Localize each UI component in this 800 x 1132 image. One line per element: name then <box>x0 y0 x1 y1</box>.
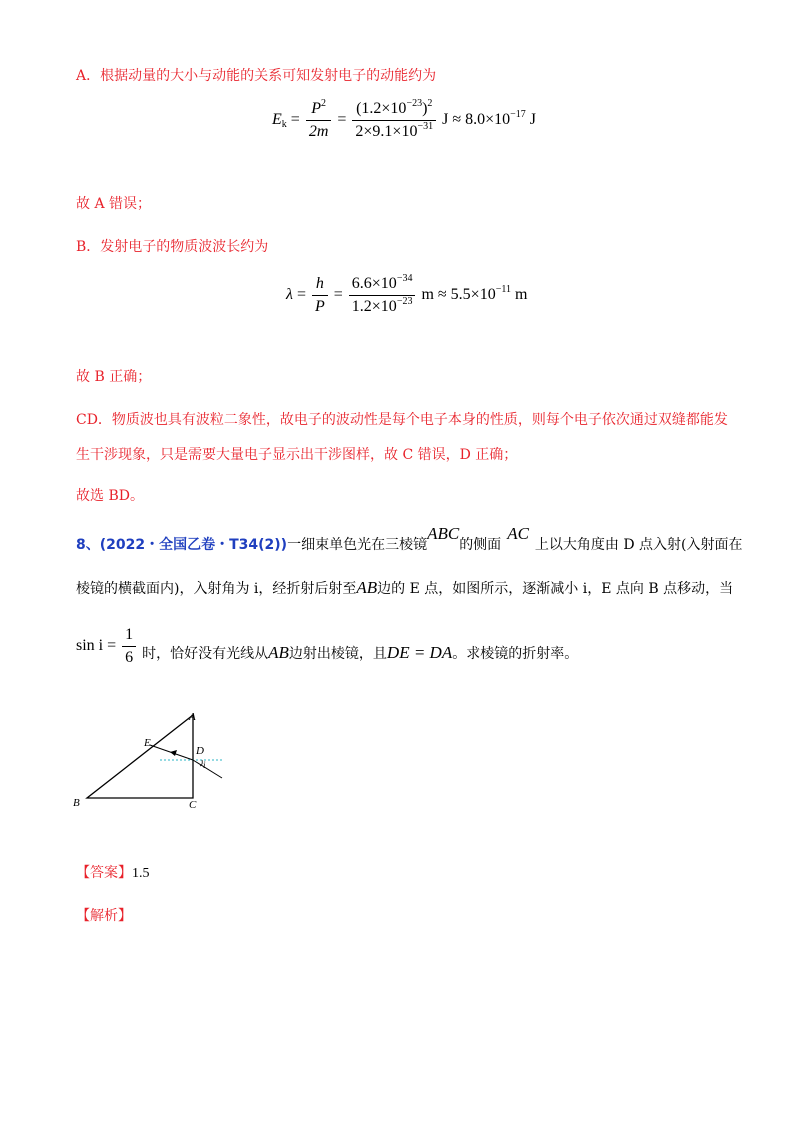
fraction-numeric-energy: $\frac{(1.2\times 10^{-23})^2}{2\times 9.1\times 10^{-31}}$ <box>352 100 436 141</box>
answer-label: 【答案】 <box>76 865 132 881</box>
fraction-p2-over-2m: $\frac{P^2}{2m}$ <box>306 100 332 141</box>
sin-condition: sin i = $\frac{1}{6}$ <box>76 637 142 654</box>
vertex-label-c: C <box>189 799 197 811</box>
answer-value: 1.5 <box>132 866 150 881</box>
option-a-intro: A．根据动量的大小与动能的关系可知发射电子的动能约为 <box>76 68 437 84</box>
formula-wavelength: λ = $\frac{h}{P}$ = $\frac{6.6\times 10^{-34}}{1.2\times 10^{-23}}$ $m \approx 5.5\times 10^{-11}$ m <box>286 273 528 315</box>
option-b-intro: B．发射电子的物质波波长约为 <box>76 239 269 255</box>
incident-ray <box>193 760 222 778</box>
analysis-label: 【解析】 <box>76 908 132 924</box>
vertex-label-a: A <box>189 711 196 723</box>
angle-label-i: i <box>203 760 206 770</box>
option-cd-line2: 生干涉现象，只是需要大量电子显示出干涉图样，故 C 错误，D 正确； <box>76 447 518 463</box>
option-a-conclusion: 故 A 错误； <box>76 196 152 212</box>
question-number-source: 8、(2022・全国乙卷・T34(2)) <box>76 537 288 553</box>
option-cd-line1: CD．物质波也具有波粒二象性，故电子的波动性是每个电子本身的性质，则每个电子依次通过双缝都能发 <box>76 412 728 428</box>
final-choice: 故选 BD。 <box>76 488 144 504</box>
prism-figure <box>70 705 240 815</box>
point-label-d: D <box>196 745 204 757</box>
option-b-conclusion: 故 B 正确； <box>76 369 152 385</box>
arrow-icon <box>170 750 177 756</box>
vertex-label-b: B <box>73 797 80 809</box>
question-line3: sin i = $\frac{1}{6}$ 时，恰好没有光线从AB边射出棱镜，且DE = DA。求棱镜的折射率。 <box>76 626 579 666</box>
question-line2: 棱镜的横截面内)，入射角为 i，经折射后射至AB边的 E 点，如图所示，逐渐减小 i，E 点向 B 点移动，当 <box>76 578 734 597</box>
question-line1: 8、(2022・全国乙卷・T34(2))一细束单色光在三棱镜ABC的侧面AC上以大角度由 D 点入射(入射面在 <box>76 524 743 553</box>
fraction-h-over-p: $\frac{h}{P}$ <box>312 275 328 316</box>
point-label-e: E <box>144 737 151 749</box>
fraction-numeric-wavelength: $\frac{6.6\times 10^{-34}}{1.2\times 10^{-23}}$ <box>349 275 416 316</box>
prism-triangle <box>87 715 193 798</box>
formula-kinetic-energy: $E_k$ = $\frac{P^2}{2m}$ = $\frac{(1.2\times 10^{-23})^2}{2\times 9.1\times 10^{-31}}$ $J \approx 8.0\times 10^{-17}$ J <box>272 98 536 140</box>
answer-line <box>76 862 150 882</box>
